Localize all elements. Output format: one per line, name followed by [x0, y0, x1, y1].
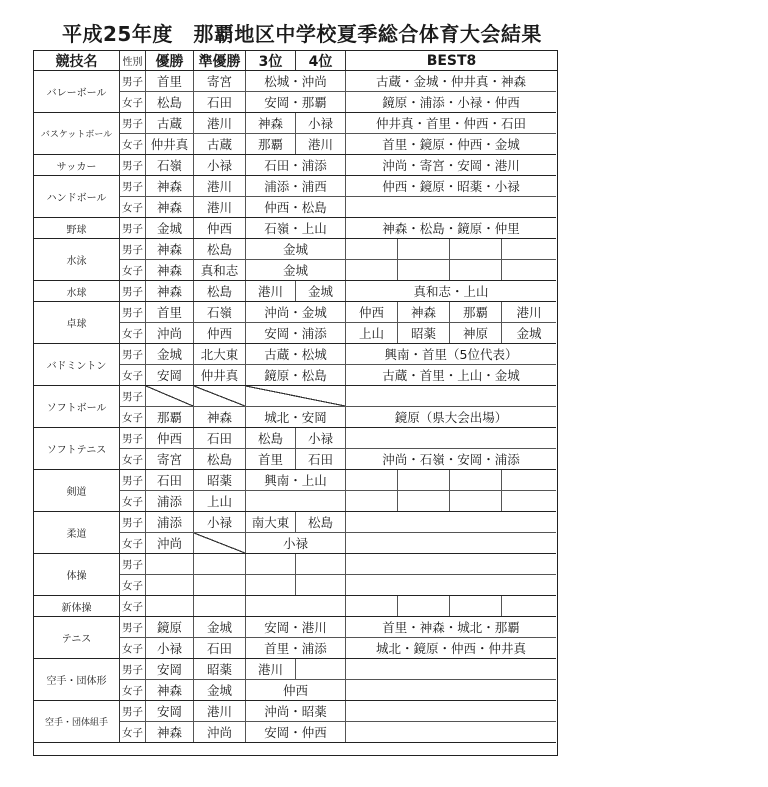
third-place: 沖尚・金城: [246, 302, 346, 322]
best8-entry: [346, 554, 556, 574]
fourth-place: 港川: [296, 134, 346, 154]
best8-entry: [398, 596, 450, 616]
first-place: 沖尚: [146, 533, 194, 553]
gender-cell: 女子: [120, 323, 146, 343]
table-row: [120, 554, 556, 575]
second-place: 石嶺: [194, 302, 246, 322]
second-place: 古蔵: [194, 134, 246, 154]
gender-cell: 女子: [120, 134, 146, 154]
third-place: 安岡・那覇: [246, 92, 346, 112]
first-place: 神森: [146, 239, 194, 259]
best8-entry: [346, 722, 556, 742]
best8-entry: [346, 239, 398, 259]
gender-cell: 女子: [120, 197, 146, 217]
header-row: [34, 51, 557, 71]
table-row: [120, 491, 556, 512]
first-place: 沖尚: [146, 323, 194, 343]
table-row: [120, 659, 556, 680]
second-place: 松島: [194, 449, 246, 469]
second-place: 松島: [194, 281, 246, 301]
best8-entry: 鏡原（県大会出場）: [394, 410, 508, 425]
first-place: 安岡: [146, 701, 194, 721]
gender-cell: 女子: [120, 596, 146, 616]
first-place: 仲井真: [146, 134, 194, 154]
third-place: 城北・安岡: [246, 407, 346, 427]
fourth-place: [296, 659, 346, 679]
table-row: [120, 302, 556, 323]
first-place: 首里: [146, 71, 194, 91]
table-row: [120, 386, 556, 407]
third-place: 興南・上山: [246, 470, 346, 490]
gender-cell: 男子: [120, 659, 146, 679]
second-place: 港川: [194, 176, 246, 196]
best8-entry: [346, 197, 556, 217]
table-row: [120, 407, 556, 428]
best8-entry: 首里・神森・城北・那覇: [382, 620, 520, 635]
gender-cell: 男子: [120, 428, 146, 448]
fourth-place: 松島: [296, 512, 346, 532]
best8-entry: [346, 260, 398, 280]
first-place: 石田: [146, 470, 194, 490]
first-place: 神森: [146, 197, 194, 217]
first-place: 古蔵: [146, 113, 194, 133]
gender-cell: 男子: [120, 617, 146, 637]
best8-entry: [450, 260, 502, 280]
sport-name: テニス: [34, 617, 120, 659]
second-place: 上山: [194, 491, 246, 511]
first-place: [146, 575, 194, 595]
fourth-place: 石田: [296, 449, 346, 469]
gender-cell: 女子: [120, 449, 146, 469]
gender-cell: 女子: [120, 491, 146, 511]
header-best8: BEST8: [426, 52, 477, 69]
third-place: 金城: [246, 239, 346, 259]
first-place: 神森: [146, 260, 194, 280]
best8-entry: 古蔵・首里・上山・金城: [382, 368, 520, 383]
first-place: 松島: [146, 92, 194, 112]
sport-name: バレーボール: [34, 71, 120, 113]
table-row: [120, 449, 556, 470]
second-place: [194, 596, 246, 616]
best8-entry: [398, 239, 450, 259]
sport-name: 剣道: [34, 470, 120, 512]
sport-name: ソフトボール: [34, 386, 120, 428]
best8-entry: 真和志・上山: [413, 284, 489, 299]
gender-cell: 男子: [120, 113, 146, 133]
best8-entry: [502, 470, 556, 490]
first-place: 安岡: [146, 659, 194, 679]
best8-entry: 興南・首里（5位代表）: [384, 347, 518, 362]
first-place: 仲西: [146, 428, 194, 448]
table-row: [120, 470, 556, 491]
table-row: [120, 155, 556, 176]
second-place: 石田: [194, 428, 246, 448]
third-place: [246, 386, 346, 406]
fourth-place: [296, 575, 346, 595]
sport-name: ハンドボール: [34, 176, 120, 218]
best8-entry: [450, 491, 502, 511]
gender-cell: 男子: [120, 554, 146, 574]
third-place: 神森: [246, 113, 296, 133]
best8-entry: 神森: [398, 302, 450, 322]
sport-name: サッカー: [34, 155, 120, 176]
second-place: 寄宮: [194, 71, 246, 91]
best8-entry: [346, 386, 556, 406]
best8-entry: 那覇: [450, 302, 502, 322]
first-place: 那覇: [146, 407, 194, 427]
header-sport: 競技名: [34, 51, 120, 70]
first-place: 安岡: [146, 365, 194, 385]
gender-cell: 男子: [120, 155, 146, 175]
third-place: 古蔵・松城: [246, 344, 346, 364]
fourth-place: [296, 554, 346, 574]
second-place: [194, 386, 246, 406]
sport-name: 空手・団体形: [34, 659, 120, 701]
fourth-place: 金城: [296, 281, 346, 301]
second-place: 松島: [194, 239, 246, 259]
first-place: 金城: [146, 344, 194, 364]
table-row: [120, 701, 556, 722]
gender-cell: 男子: [120, 176, 146, 196]
best8-entry: 神原: [450, 323, 502, 343]
header-gender: 性別: [120, 51, 146, 70]
second-place: 港川: [194, 701, 246, 721]
second-place: [194, 554, 246, 574]
sport-name: 柔道: [34, 512, 120, 554]
second-place: 仲西: [194, 218, 246, 238]
table-row: [120, 197, 556, 218]
gender-cell: 女子: [120, 407, 146, 427]
second-place: 金城: [194, 617, 246, 637]
best8-entry: 港川: [516, 305, 542, 320]
best8-entry: [502, 239, 556, 259]
gender-cell: 男子: [120, 281, 146, 301]
third-place: 鏡原・松島: [246, 365, 346, 385]
gender-cell: 女子: [120, 638, 146, 658]
best8-entry: 仲西: [346, 302, 398, 322]
best8-entry: [346, 491, 398, 511]
sport-name: バドミントン: [34, 344, 120, 386]
best8-entry: 古蔵・金城・仲井真・神森: [375, 74, 526, 89]
table-row: [120, 344, 556, 365]
gender-cell: 女子: [120, 533, 146, 553]
second-place: 昭薬: [194, 659, 246, 679]
third-place: 港川: [246, 281, 296, 301]
table-row: [120, 260, 556, 281]
gender-cell: 男子: [120, 470, 146, 490]
first-place: 神森: [146, 680, 194, 700]
sport-name: 空手・団体組手: [34, 701, 120, 743]
best8-entry: [346, 470, 398, 490]
best8-entry: [346, 428, 556, 448]
best8-entry: 城北・鏡原・仲西・仲井真: [375, 641, 526, 656]
table-row: [120, 617, 556, 638]
best8-entry: [450, 470, 502, 490]
table-row: [120, 428, 556, 449]
best8-entry: 沖尚・石嶺・安岡・浦添: [382, 452, 520, 467]
gender-cell: 男子: [120, 239, 146, 259]
header-second: 準優勝: [194, 51, 246, 70]
second-place: 真和志: [194, 260, 246, 280]
third-place: 安岡・仲西: [246, 722, 346, 742]
third-place: 那覇: [246, 134, 296, 154]
third-place: 石田・浦添: [246, 155, 346, 175]
table-row: [120, 596, 556, 617]
document-title: 平成25年度 那覇地区中学校夏季総合体育大会結果: [62, 22, 542, 46]
second-place: 金城: [194, 680, 246, 700]
third-place: 首里: [246, 449, 296, 469]
table-row: [120, 113, 556, 134]
fourth-place: 小禄: [296, 428, 346, 448]
best8-entry: [346, 701, 556, 721]
gender-cell: 女子: [120, 260, 146, 280]
third-place: 南大東: [246, 512, 296, 532]
third-place: [246, 596, 346, 616]
second-place: 沖尚: [194, 722, 246, 742]
table-row: [120, 533, 556, 554]
gender-cell: 男子: [120, 218, 146, 238]
first-place: 神森: [146, 281, 194, 301]
second-place: 神森: [194, 407, 246, 427]
gender-cell: 男子: [120, 701, 146, 721]
third-place: [246, 554, 296, 574]
first-place: 金城: [146, 218, 194, 238]
second-place: 港川: [194, 197, 246, 217]
table-row: [120, 218, 556, 239]
best8-entry: [502, 491, 556, 511]
best8-entry: [346, 659, 556, 679]
best8-entry: 上山: [346, 323, 398, 343]
best8-entry: 神森・松島・鏡原・仲里: [382, 221, 520, 236]
table-row: [120, 638, 556, 659]
sport-name: 野球: [34, 218, 120, 239]
table-row: [120, 575, 556, 596]
results-table: [33, 50, 558, 756]
best8-entry: [450, 239, 502, 259]
gender-cell: 男子: [120, 386, 146, 406]
third-place: 小禄: [246, 533, 346, 553]
header-fourth: 4位: [296, 51, 346, 70]
first-place: [146, 554, 194, 574]
best8-entry: 昭薬: [398, 323, 450, 343]
sport-name: 卓球: [34, 302, 120, 344]
first-place: [146, 386, 194, 406]
table-row: [120, 323, 556, 344]
third-place: 首里・浦添: [246, 638, 346, 658]
second-place: 小禄: [194, 155, 246, 175]
third-place: 浦添・浦西: [246, 176, 346, 196]
sport-name: 水球: [34, 281, 120, 302]
gender-cell: 男子: [120, 344, 146, 364]
third-place: 港川: [246, 659, 296, 679]
header-first: 優勝: [146, 51, 194, 70]
table-row: [120, 281, 556, 302]
sport-name: バスケットボール: [34, 113, 120, 155]
table-row: [120, 92, 556, 113]
gender-cell: 女子: [120, 680, 146, 700]
first-place: 神森: [146, 176, 194, 196]
table-row: [120, 722, 556, 743]
second-place: 石田: [194, 92, 246, 112]
best8-entry: [450, 596, 502, 616]
third-place: 松城・沖尚: [246, 71, 346, 91]
table-row: [120, 680, 556, 701]
best8-entry: [398, 260, 450, 280]
best8-entry: 首里・鏡原・仲西・金城: [382, 137, 520, 152]
sport-name: 新体操: [34, 596, 120, 617]
second-place: 石田: [194, 638, 246, 658]
best8-entry: [502, 260, 556, 280]
best8-entry: [346, 596, 398, 616]
second-place: 港川: [194, 113, 246, 133]
first-place: 首里: [146, 302, 194, 322]
gender-cell: 女子: [120, 92, 146, 112]
gender-cell: 女子: [120, 722, 146, 742]
first-place: 鏡原: [146, 617, 194, 637]
third-place: 仲西・松島: [246, 197, 346, 217]
best8-entry: [502, 596, 556, 616]
first-place: 浦添: [146, 491, 194, 511]
gender-cell: 女子: [120, 365, 146, 385]
third-place: [246, 575, 296, 595]
first-place: 寄宮: [146, 449, 194, 469]
table-row: [120, 134, 556, 155]
third-place: 仲西: [246, 680, 346, 700]
sport-name: 体操: [34, 554, 120, 596]
second-place: [194, 575, 246, 595]
gender-cell: 男子: [120, 71, 146, 91]
table-row: [120, 176, 556, 197]
first-place: 神森: [146, 722, 194, 742]
best8-entry: [346, 575, 556, 595]
best8-entry: 仲井真・首里・仲西・石田: [375, 116, 526, 131]
table-row: [120, 512, 556, 533]
third-place: 金城: [246, 260, 346, 280]
first-place: 浦添: [146, 512, 194, 532]
best8-entry: [398, 470, 450, 490]
first-place: 小禄: [146, 638, 194, 658]
second-place: 仲西: [194, 323, 246, 343]
second-place: 仲井真: [194, 365, 246, 385]
sport-name: 水泳: [34, 239, 120, 281]
second-place: [194, 533, 246, 553]
third-place: 石嶺・上山: [246, 218, 346, 238]
third-place: 沖尚・昭薬: [246, 701, 346, 721]
third-place: 安岡・港川: [246, 617, 346, 637]
table-row: [120, 71, 556, 92]
fourth-place: 小禄: [296, 113, 346, 133]
header-third: 3位: [246, 51, 296, 70]
first-place: [146, 596, 194, 616]
best8-entry: [346, 512, 556, 532]
best8-entry: [346, 680, 556, 700]
best8-entry: [398, 491, 450, 511]
third-place: 安岡・浦添: [246, 323, 346, 343]
second-place: 小禄: [194, 512, 246, 532]
best8-entry: 金城: [516, 326, 542, 341]
second-place: 昭薬: [194, 470, 246, 490]
best8-entry: 沖尚・寄宮・安岡・港川: [382, 158, 520, 173]
sport-name: ソフトテニス: [34, 428, 120, 470]
second-place: 北大東: [194, 344, 246, 364]
table-row: [120, 365, 556, 386]
best8-entry: [346, 533, 556, 553]
best8-entry: 鏡原・浦添・小禄・仲西: [382, 95, 520, 110]
third-place: [246, 491, 346, 511]
best8-entry: 仲西・鏡原・昭薬・小禄: [382, 179, 520, 194]
first-place: 石嶺: [146, 155, 194, 175]
gender-cell: 男子: [120, 302, 146, 322]
gender-cell: 女子: [120, 575, 146, 595]
third-place: 松島: [246, 428, 296, 448]
table-row: [120, 239, 556, 260]
gender-cell: 男子: [120, 512, 146, 532]
